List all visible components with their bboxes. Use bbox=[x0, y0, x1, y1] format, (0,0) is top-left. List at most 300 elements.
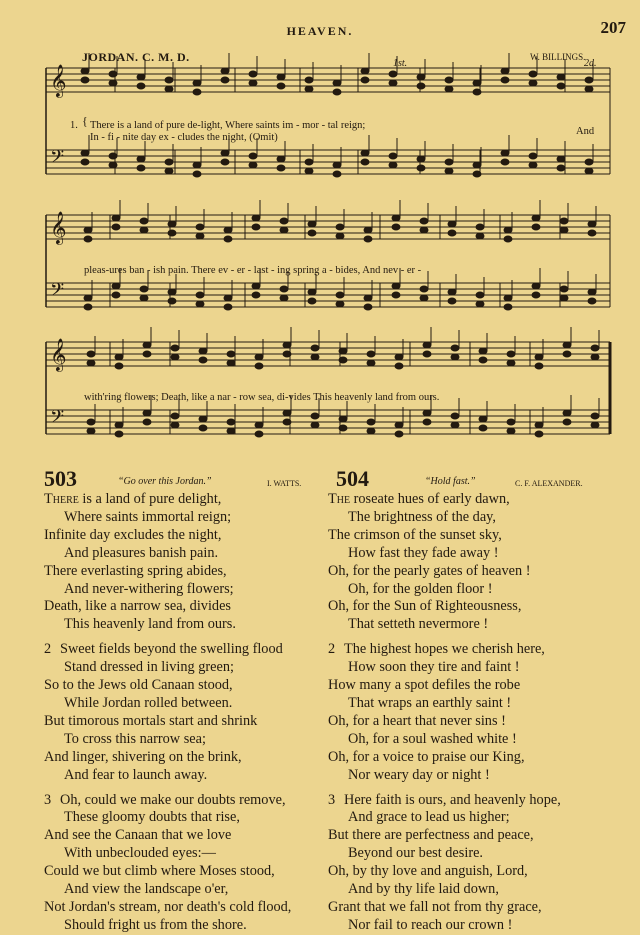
verse-text: And pleasures banish pain. bbox=[64, 544, 219, 561]
note-head bbox=[476, 224, 484, 230]
note-head bbox=[420, 218, 428, 224]
verse-text: Oh, could we make our doubts remove, bbox=[60, 791, 286, 808]
verse-line bbox=[44, 634, 326, 641]
note-head bbox=[87, 419, 95, 425]
note-head bbox=[171, 413, 179, 419]
tune-composer: W. BILLINGS. bbox=[530, 52, 586, 62]
note-head bbox=[445, 168, 453, 174]
note-head bbox=[557, 74, 565, 80]
note-head bbox=[115, 431, 123, 437]
note-head bbox=[529, 71, 537, 77]
note-head bbox=[473, 171, 481, 177]
note-head bbox=[417, 83, 425, 89]
verse-line bbox=[328, 845, 628, 863]
verse-text: The crimson of the sunset sky, bbox=[328, 526, 502, 543]
note-head bbox=[588, 289, 596, 295]
note-head bbox=[196, 233, 204, 239]
note-head bbox=[196, 301, 204, 307]
note-head bbox=[473, 162, 481, 168]
verse-line bbox=[328, 545, 628, 563]
note-head bbox=[423, 351, 431, 357]
verse-text: Nor weary day or night ! bbox=[348, 766, 490, 783]
verse-text: How soon they tire and faint ! bbox=[348, 659, 520, 676]
note-head bbox=[588, 230, 596, 236]
verse-text: There everlasting spring abides, bbox=[44, 562, 227, 579]
note-head bbox=[308, 289, 316, 295]
verse-number: 2 bbox=[44, 641, 52, 658]
note-head bbox=[591, 354, 599, 360]
note-head bbox=[420, 286, 428, 292]
note-head bbox=[448, 230, 456, 236]
verse-text: The brightness of the day, bbox=[348, 508, 496, 525]
note-head bbox=[420, 295, 428, 301]
verse-line bbox=[44, 545, 326, 563]
note-head bbox=[364, 227, 372, 233]
note-head bbox=[557, 83, 565, 89]
note-head bbox=[529, 153, 537, 159]
note-head bbox=[333, 89, 341, 95]
note-head bbox=[277, 156, 285, 162]
verse-text: Oh, for the Sun of Righteousness, bbox=[328, 598, 522, 615]
note-head bbox=[109, 153, 117, 159]
note-head bbox=[224, 236, 232, 242]
note-head bbox=[591, 413, 599, 419]
note-head bbox=[249, 80, 257, 86]
note-head bbox=[501, 68, 509, 74]
note-head bbox=[364, 304, 372, 310]
note-head bbox=[529, 80, 537, 86]
note-head bbox=[476, 233, 484, 239]
hymn-504-text bbox=[328, 491, 628, 935]
note-head bbox=[507, 428, 515, 434]
note-head bbox=[109, 162, 117, 168]
verse-line bbox=[44, 792, 326, 810]
note-head bbox=[336, 224, 344, 230]
note-head bbox=[585, 77, 593, 83]
note-head bbox=[81, 68, 89, 74]
note-head bbox=[227, 428, 235, 434]
note-head bbox=[283, 419, 291, 425]
verse-text: Oh, for a soul washed white ! bbox=[348, 730, 517, 747]
note-head bbox=[168, 298, 176, 304]
note-head bbox=[311, 422, 319, 428]
note-head bbox=[473, 89, 481, 95]
note-head bbox=[535, 431, 543, 437]
note-head bbox=[476, 301, 484, 307]
verse-text: There is a land of pure delight, bbox=[44, 491, 222, 507]
lyric-line-3: with'ring flowers; Death, like a nar - row sea, di-vides This heavenly land from ours. bbox=[84, 392, 440, 403]
note-head bbox=[588, 298, 596, 304]
note-head bbox=[227, 351, 235, 357]
note-head bbox=[112, 224, 120, 230]
verse-text: Could we but climb where Moses stood, bbox=[44, 863, 275, 880]
verse-text: Grant that we fall not from thy grace, bbox=[328, 898, 542, 915]
note-head bbox=[532, 292, 540, 298]
note-head bbox=[224, 295, 232, 301]
note-head bbox=[280, 286, 288, 292]
section-header: HEAVEN. bbox=[286, 24, 354, 38]
note-head bbox=[227, 419, 235, 425]
note-head bbox=[252, 292, 260, 298]
volta-first-ending: 1st. bbox=[393, 58, 408, 69]
note-head bbox=[311, 413, 319, 419]
verse-text: Beyond our best desire. bbox=[348, 845, 483, 862]
lyric-line-2: pleas-ures ban - ish pain. There ev - er - last - ing spring a - bides, And nev - er - bbox=[84, 265, 422, 276]
verse-line bbox=[328, 598, 628, 616]
verse-line bbox=[44, 713, 326, 731]
verse-text: Nor fail to reach our crown ! bbox=[348, 916, 513, 933]
verse-text: Where saints immortal reign; bbox=[64, 508, 232, 525]
verse-line bbox=[328, 749, 628, 767]
note-head bbox=[392, 283, 400, 289]
note-head bbox=[557, 156, 565, 162]
verse-text: But timorous mortals start and shrink bbox=[44, 712, 258, 729]
note-head bbox=[311, 345, 319, 351]
verse-line bbox=[44, 785, 326, 792]
verse-text: To cross this narrow sea; bbox=[64, 730, 206, 747]
note-head bbox=[143, 410, 151, 416]
note-head bbox=[137, 165, 145, 171]
note-head bbox=[476, 292, 484, 298]
note-head bbox=[423, 342, 431, 348]
verse-line bbox=[44, 509, 326, 527]
verse-line bbox=[328, 792, 628, 810]
note-head bbox=[451, 345, 459, 351]
note-head bbox=[451, 354, 459, 360]
verse-text: Sweet fields beyond the swelling flood bbox=[60, 641, 283, 658]
verse-text: Infinite day excludes the night, bbox=[44, 526, 222, 543]
lyric-line-1a: There is a land of pure de-light, Where saints im - mor - tal reign; bbox=[90, 120, 366, 131]
note-head bbox=[87, 351, 95, 357]
note-head bbox=[591, 422, 599, 428]
verse-line bbox=[328, 641, 628, 659]
note-head bbox=[193, 89, 201, 95]
tune-name: JORDAN. C. M. D. bbox=[82, 50, 190, 64]
verse-text: And view the landscape o'er, bbox=[64, 881, 229, 898]
note-head bbox=[140, 295, 148, 301]
note-head bbox=[367, 351, 375, 357]
note-head bbox=[115, 363, 123, 369]
note-head bbox=[143, 351, 151, 357]
verse-line bbox=[328, 917, 628, 935]
hymn-503-note: “Go over this Jordan.” bbox=[118, 476, 212, 487]
hymn-504-number: 504 bbox=[336, 466, 369, 491]
note-head bbox=[389, 153, 397, 159]
note-head bbox=[423, 410, 431, 416]
verse-number: 3 bbox=[44, 791, 52, 808]
verse-text: And grace to lead us higher; bbox=[348, 809, 510, 826]
note-head bbox=[392, 292, 400, 298]
note-head bbox=[563, 419, 571, 425]
verse-number: 2 bbox=[328, 641, 336, 658]
note-head bbox=[479, 348, 487, 354]
note-head bbox=[87, 428, 95, 434]
note-head bbox=[84, 304, 92, 310]
verse-line bbox=[44, 641, 326, 659]
note-head bbox=[252, 224, 260, 230]
note-head bbox=[84, 227, 92, 233]
note-head bbox=[479, 416, 487, 422]
note-head bbox=[507, 351, 515, 357]
verse-text: And fear to launch away. bbox=[64, 766, 208, 783]
note-head bbox=[395, 431, 403, 437]
note-head bbox=[557, 165, 565, 171]
verse-line bbox=[44, 695, 326, 713]
note-head bbox=[501, 159, 509, 165]
note-head bbox=[87, 360, 95, 366]
note-head bbox=[112, 283, 120, 289]
verse-text: So to the Jews old Canaan stood, bbox=[44, 677, 233, 694]
note-head bbox=[112, 292, 120, 298]
note-head bbox=[563, 351, 571, 357]
verse-line bbox=[44, 827, 326, 845]
note-head bbox=[364, 236, 372, 242]
note-head bbox=[361, 77, 369, 83]
verse-text: Stand dressed in living green; bbox=[64, 659, 234, 676]
note-head bbox=[171, 354, 179, 360]
note-head bbox=[448, 221, 456, 227]
verse-line bbox=[328, 767, 628, 785]
verse-line bbox=[44, 731, 326, 749]
verse-line bbox=[328, 899, 628, 917]
note-head bbox=[137, 156, 145, 162]
note-head bbox=[109, 80, 117, 86]
verse-text: Death, like a narrow sea, divides bbox=[44, 598, 231, 615]
note-head bbox=[339, 348, 347, 354]
verse-line bbox=[328, 677, 628, 695]
bass-clef-icon: 𝄢 bbox=[50, 407, 65, 432]
note-head bbox=[112, 215, 120, 221]
note-head bbox=[389, 162, 397, 168]
verse-text: Here faith is ours, and heavenly hope, bbox=[344, 791, 561, 808]
note-head bbox=[255, 363, 263, 369]
note-head bbox=[473, 80, 481, 86]
note-head bbox=[504, 295, 512, 301]
note-head bbox=[445, 159, 453, 165]
verse-line bbox=[328, 785, 628, 792]
note-head bbox=[585, 86, 593, 92]
verse-line bbox=[44, 881, 326, 899]
note-head bbox=[333, 80, 341, 86]
note-head bbox=[81, 159, 89, 165]
lyric-line-1b: In - fi - nite day ex - cludes the night, (Omit) bbox=[90, 132, 278, 143]
note-head bbox=[305, 86, 313, 92]
note-head bbox=[339, 416, 347, 422]
note-head bbox=[255, 354, 263, 360]
note-head bbox=[280, 218, 288, 224]
note-head bbox=[277, 74, 285, 80]
verse-marker: 1. bbox=[70, 120, 78, 131]
note-head bbox=[585, 159, 593, 165]
note-head bbox=[308, 221, 316, 227]
note-head bbox=[367, 419, 375, 425]
note-head bbox=[308, 230, 316, 236]
lyric-and: And bbox=[576, 126, 595, 137]
bass-clef-icon: 𝄢 bbox=[50, 147, 65, 172]
note-head bbox=[280, 227, 288, 233]
note-head bbox=[361, 68, 369, 74]
note-head bbox=[311, 354, 319, 360]
note-head bbox=[529, 162, 537, 168]
note-head bbox=[560, 286, 568, 292]
note-head bbox=[305, 168, 313, 174]
note-head bbox=[199, 348, 207, 354]
note-head bbox=[479, 357, 487, 363]
note-head bbox=[196, 292, 204, 298]
verse-line bbox=[328, 695, 628, 713]
note-head bbox=[504, 227, 512, 233]
verse-line bbox=[44, 899, 326, 917]
verse-line bbox=[328, 527, 628, 545]
note-head bbox=[339, 425, 347, 431]
note-head bbox=[84, 295, 92, 301]
note-head bbox=[277, 165, 285, 171]
verse-line bbox=[328, 581, 628, 599]
note-head bbox=[249, 162, 257, 168]
brace-left: { bbox=[82, 114, 88, 128]
verse-text: With unbeclouded eyes:— bbox=[64, 845, 216, 862]
note-head bbox=[563, 410, 571, 416]
verse-text: Oh, for the pearly gates of heaven ! bbox=[328, 562, 531, 579]
hymn-503-author: I. WATTS. bbox=[267, 479, 302, 488]
verse-text: And never-withering flowers; bbox=[64, 580, 234, 597]
note-head bbox=[336, 301, 344, 307]
verse-text: Oh, for a heart that never sins ! bbox=[328, 712, 506, 729]
verse-line bbox=[44, 581, 326, 599]
note-head bbox=[115, 422, 123, 428]
verse-text: And by thy life laid down, bbox=[348, 881, 499, 898]
verse-line bbox=[328, 659, 628, 677]
verse-line bbox=[44, 563, 326, 581]
note-head bbox=[389, 71, 397, 77]
note-head bbox=[221, 68, 229, 74]
verse-text: Should fright us from the shore. bbox=[64, 916, 247, 933]
note-head bbox=[168, 289, 176, 295]
note-head bbox=[283, 410, 291, 416]
verse-text: And see the Canaan that we love bbox=[44, 827, 232, 844]
note-head bbox=[249, 71, 257, 77]
note-head bbox=[224, 304, 232, 310]
treble-clef-icon: 𝄞 bbox=[50, 338, 67, 371]
verse-line bbox=[44, 598, 326, 616]
verse-text: This heavenly land from ours. bbox=[64, 616, 236, 633]
note-head bbox=[252, 283, 260, 289]
note-head bbox=[532, 215, 540, 221]
verse-line bbox=[44, 767, 326, 785]
note-head bbox=[283, 351, 291, 357]
note-head bbox=[560, 295, 568, 301]
page-number: 207 bbox=[600, 18, 626, 37]
note-head bbox=[389, 80, 397, 86]
note-head bbox=[445, 86, 453, 92]
note-head bbox=[420, 227, 428, 233]
note-head bbox=[165, 168, 173, 174]
note-head bbox=[395, 354, 403, 360]
note-head bbox=[199, 425, 207, 431]
verse-line bbox=[44, 845, 326, 863]
note-head bbox=[448, 289, 456, 295]
note-head bbox=[221, 77, 229, 83]
note-head bbox=[165, 86, 173, 92]
verse-line bbox=[328, 634, 628, 641]
note-head bbox=[479, 425, 487, 431]
verse-line bbox=[328, 713, 628, 731]
note-head bbox=[109, 71, 117, 77]
verse-text: And linger, shivering on the brink, bbox=[44, 748, 242, 765]
note-head bbox=[395, 422, 403, 428]
note-head bbox=[532, 224, 540, 230]
note-head bbox=[507, 419, 515, 425]
note-head bbox=[193, 171, 201, 177]
verse-line bbox=[44, 809, 326, 827]
verse-line bbox=[44, 749, 326, 767]
note-head bbox=[535, 354, 543, 360]
note-head bbox=[504, 236, 512, 242]
note-head bbox=[221, 159, 229, 165]
verse-text: The roseate hues of early dawn, bbox=[328, 491, 510, 507]
verse-line bbox=[44, 491, 326, 509]
note-head bbox=[448, 298, 456, 304]
note-head bbox=[305, 159, 313, 165]
note-head bbox=[255, 431, 263, 437]
verse-line bbox=[328, 509, 628, 527]
note-head bbox=[507, 360, 515, 366]
hymn-504-author: C. F. ALEXANDER. bbox=[515, 479, 583, 488]
note-head bbox=[193, 80, 201, 86]
note-head bbox=[563, 342, 571, 348]
volta-second-ending: 2d. bbox=[584, 58, 597, 69]
verse-line bbox=[44, 616, 326, 634]
note-head bbox=[84, 236, 92, 242]
note-head bbox=[504, 304, 512, 310]
note-head bbox=[199, 357, 207, 363]
verse-text: That wraps an earthly saint ! bbox=[348, 694, 512, 711]
note-head bbox=[417, 156, 425, 162]
note-head bbox=[199, 416, 207, 422]
verse-text: The highest hopes we cherish here, bbox=[344, 641, 545, 658]
note-head bbox=[423, 419, 431, 425]
note-head bbox=[367, 428, 375, 434]
note-head bbox=[252, 215, 260, 221]
note-head bbox=[392, 224, 400, 230]
note-head bbox=[336, 233, 344, 239]
note-head bbox=[308, 298, 316, 304]
note-head bbox=[364, 295, 372, 301]
verse-line bbox=[328, 491, 628, 509]
note-head bbox=[535, 363, 543, 369]
note-head bbox=[392, 215, 400, 221]
verse-text: How fast they fade away ! bbox=[348, 544, 499, 561]
treble-clef-icon: 𝄞 bbox=[50, 64, 67, 97]
note-head bbox=[333, 171, 341, 177]
note-head bbox=[168, 230, 176, 236]
note-head bbox=[171, 345, 179, 351]
verse-line bbox=[44, 527, 326, 545]
note-head bbox=[305, 77, 313, 83]
verse-line bbox=[44, 659, 326, 677]
hymn-504-note: “Hold fast.” bbox=[425, 476, 476, 487]
verse-line bbox=[44, 863, 326, 881]
bass-clef-icon: 𝄢 bbox=[50, 280, 65, 305]
note-head bbox=[591, 345, 599, 351]
note-head bbox=[361, 150, 369, 156]
note-head bbox=[277, 83, 285, 89]
note-head bbox=[165, 77, 173, 83]
note-head bbox=[535, 422, 543, 428]
note-head bbox=[501, 150, 509, 156]
note-head bbox=[171, 422, 179, 428]
note-head bbox=[395, 363, 403, 369]
